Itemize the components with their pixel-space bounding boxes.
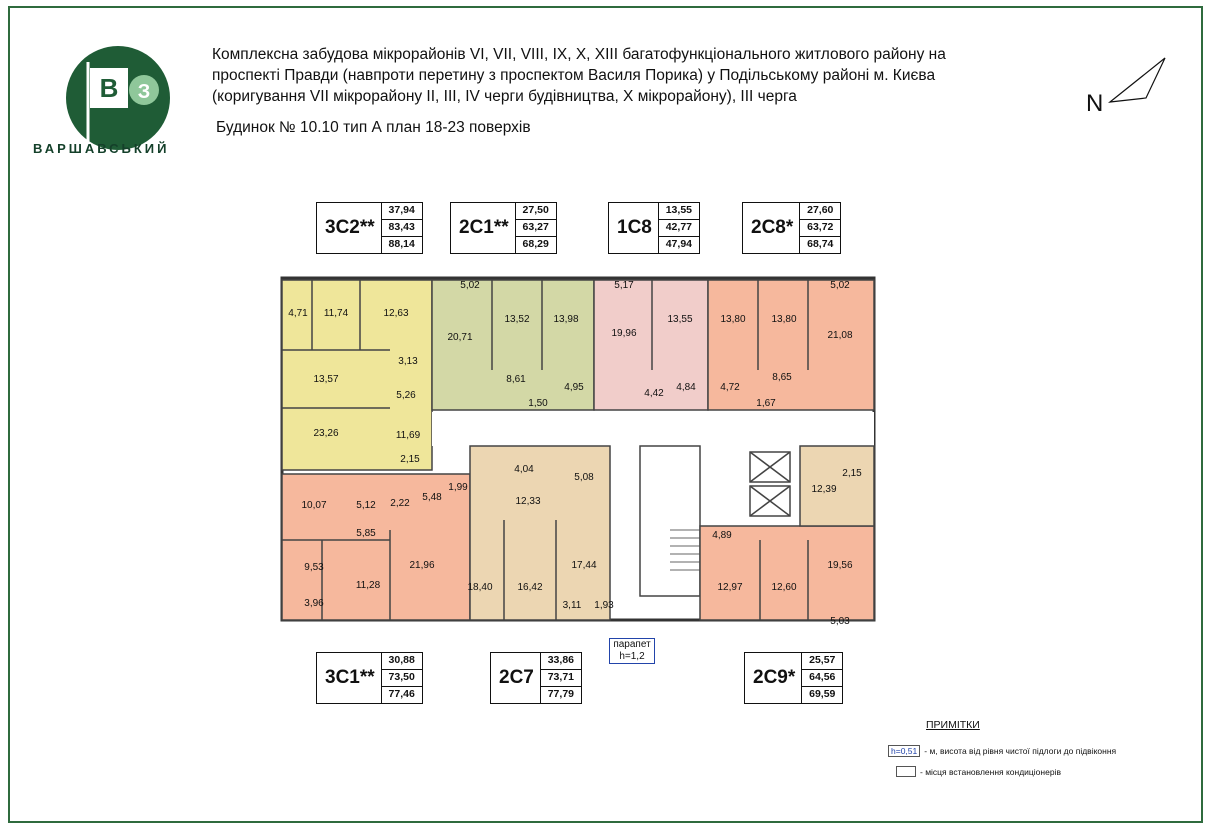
apartment-card-3c2 [316,202,423,254]
apartment-code: 2С7 [499,667,534,688]
logo-letter-z: З [137,81,151,103]
apartment-card-3c1 [316,652,423,704]
room-label: 21,08 [827,330,853,341]
room-label: 18,40 [467,582,493,593]
room-label: 3,96 [304,598,324,609]
apartment-card-2c1 [450,202,557,254]
apartment-code: 2С1** [459,217,509,238]
apartment-code: 1С8 [617,217,652,238]
area-living: 37,94 [382,203,422,220]
room-label: 12,33 [515,496,541,507]
area-living: 33,86 [541,653,581,670]
apartment-areas [381,653,422,703]
title-line-2: проспекті Правди (навпроти перетину з проспектом Василя Порика) у Подільському районі м. Києва [212,67,936,84]
area-living: 25,57 [802,653,842,670]
area-with-balcony: 69,59 [809,688,836,700]
room-label: 4,04 [514,464,534,475]
room-label: 13,57 [313,374,339,385]
room-label: 19,56 [827,560,853,571]
room-label: 4,95 [564,382,584,393]
parapet-note [609,638,655,664]
area-living: 27,60 [800,203,840,220]
room-label: 12,39 [811,484,837,495]
room-label: 17,44 [571,560,597,571]
room-label: 21,96 [409,560,435,571]
logo-letter-v: В [99,73,119,103]
apartment-code: 3С2** [325,217,375,238]
room-label: 23,26 [313,428,339,439]
room-label: 5,17 [614,280,634,291]
note-sill-height [888,745,1116,757]
area-total: 42,77 [659,220,699,237]
room-label: 5,12 [356,500,376,511]
area-total: 63,72 [800,220,840,237]
apartment-areas [799,203,840,253]
room-label: 4,89 [712,530,732,541]
apartment-code: 2С8* [751,217,794,238]
room-label: 11,69 [395,430,421,441]
room-label: 1,67 [756,398,776,409]
room-label: 11,28 [355,580,381,591]
area-with-balcony: 77,79 [547,688,574,700]
note-air-conditioner [896,766,1061,777]
apartment-areas [515,203,556,253]
north-label: N [1086,90,1104,117]
room-label: 16,42 [517,582,543,593]
room-label: 2,15 [400,454,420,465]
note-sill-height-text: - м, висота від рівня чистої підлоги до підвіконня [924,746,1117,756]
room-label: 3,11 [562,600,582,611]
room-label: 4,84 [676,382,696,393]
room-label: 8,65 [772,372,792,383]
area-living: 27,50 [516,203,556,220]
area-living: 13,55 [659,203,699,220]
project-title [212,44,1072,107]
room-label: 2,22 [390,498,410,509]
notes-title: ПРИМІТКИ [926,719,980,731]
stair-core [640,446,700,596]
room-label: 1,99 [448,482,468,493]
corridor [432,412,874,446]
room-label: 4,71 [288,308,308,319]
area-living: 30,88 [382,653,422,670]
room-label: 5,85 [356,528,376,539]
area-total: 83,43 [382,220,422,237]
apartment-card-2c7 [490,652,582,704]
room-label: 1,93 [594,600,614,611]
room-label: 5,08 [574,472,594,483]
area-total: 73,71 [541,670,581,687]
room-label: 13,55 [667,314,693,325]
area-total: 64,56 [802,670,842,687]
room-label: 13,80 [720,314,746,325]
area-with-balcony: 68,74 [807,238,834,250]
apartment-code: 2С9* [753,667,796,688]
title-line-3: (коригування VII мікрорайону II, III, IV черги будівництва, Х мікрорайону), III черга [212,88,797,105]
room-label: 12,60 [771,582,797,593]
title-line-1: Комплексна забудова мікрорайонів VI, VII, VIII, IX, X, XIII багатофункціонального житлового району на [212,46,946,63]
room-label: 2,15 [842,468,862,479]
room-label: 9,53 [304,562,324,573]
sill-height-swatch: h=0,51 [888,745,920,757]
area-with-balcony: 77,46 [388,688,415,700]
room-label: 5,03 [830,616,850,627]
parapet-label: парапет [613,639,651,650]
apartment-areas [540,653,581,703]
area-total: 63,27 [516,220,556,237]
room-label: 5,02 [830,280,850,291]
room-label: 5,02 [460,280,480,291]
area-with-balcony: 47,94 [665,238,692,250]
room-label: 10,07 [301,500,327,511]
apartment-card-1c8 [608,202,700,254]
room-label: 4,72 [720,382,740,393]
room-label: 1,50 [528,398,548,409]
apartment-card-2c8 [742,202,841,254]
room-label: 3,13 [398,356,418,367]
area-with-balcony: 88,14 [388,238,415,250]
area-with-balcony: 68,29 [522,238,549,250]
room-label: 12,63 [383,308,409,319]
apartment-areas [801,653,842,703]
room-label: 11,74 [323,308,349,319]
room-label: 13,52 [504,314,530,325]
apartment-card-2c9 [744,652,843,704]
apartment-areas [381,203,422,253]
area-total: 73,50 [382,670,422,687]
room-label: 5,48 [422,492,442,503]
room-label: 4,42 [644,388,664,399]
note-air-conditioner-text: - місця встановлення кондиціонерів [920,766,1061,777]
floor-plan [260,200,900,720]
room-label: 5,26 [396,390,416,401]
parapet-height: h=1,2 [619,651,645,662]
room-label: 8,61 [506,374,526,385]
brand-name: ВАРШАВСЬКИЙ [33,141,170,156]
room-label: 13,98 [553,314,579,325]
room-label: 13,80 [771,314,797,325]
room-label: 19,96 [611,328,637,339]
apartment-code: 3С1** [325,667,375,688]
building-subtitle: Будинок № 10.10 тип А план 18-23 поверхів [216,119,531,136]
ac-place-swatch [896,766,916,777]
room-label: 20,71 [447,332,473,343]
apartment-areas [658,203,699,253]
room-label: 12,97 [717,582,743,593]
